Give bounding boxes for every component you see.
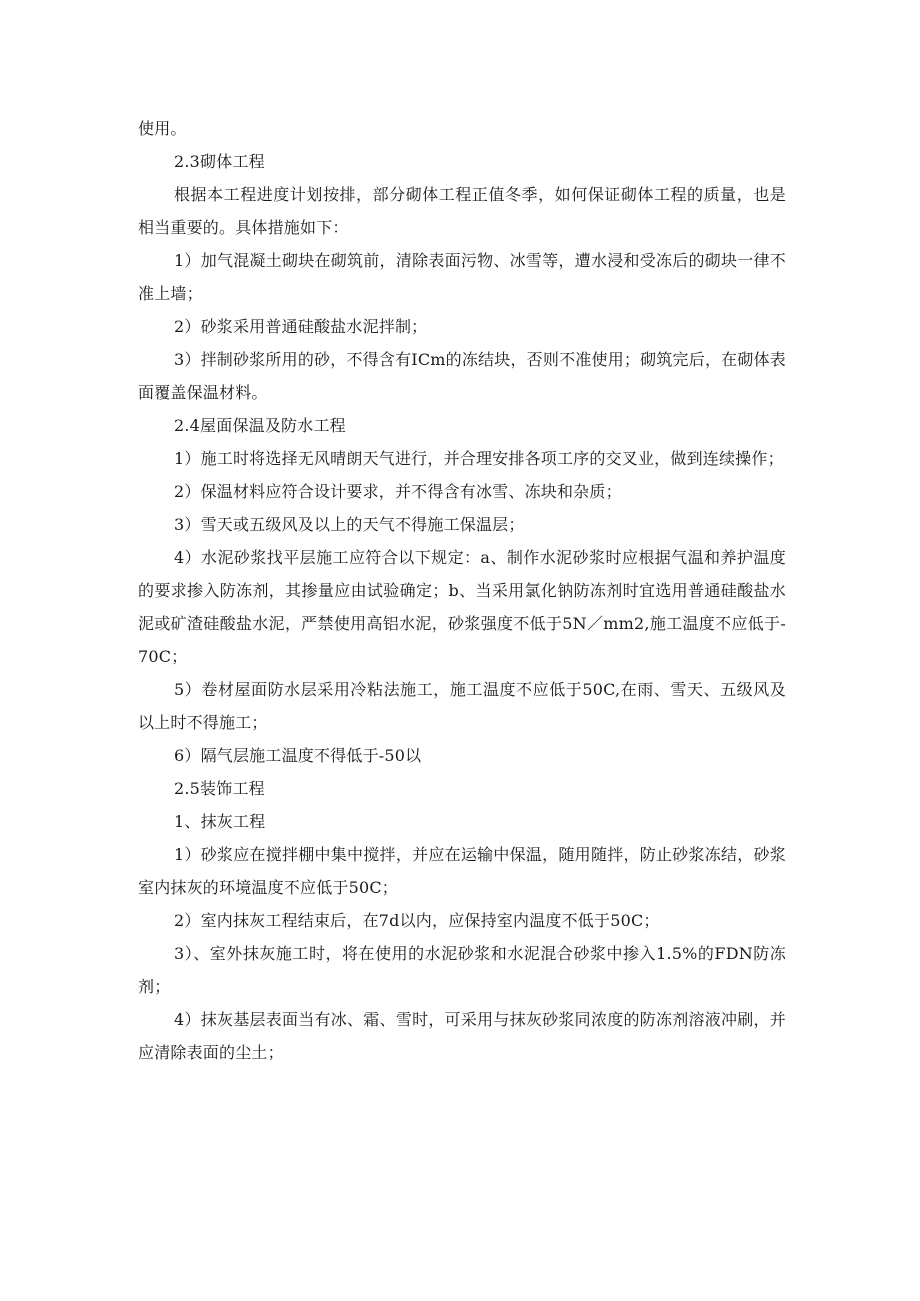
list-item-roof-2: 2）保温材料应符合设计要求，并不得含有冰雪、冻块和杂质； (174, 482, 622, 501)
subsection-heading-plastering: 1、抹灰工程 (174, 812, 266, 831)
list-item-plaster-2: 2）室内抹灰工程结束后，在7d以内，应保持室内温度不低于50C； (174, 911, 660, 930)
list-item-roof-1: 1）施工时将选择无风晴朗天气进行，并合理安排各项工序的交叉业，做到连续操作； (174, 449, 784, 468)
list-item-masonry-3: 3）拌制砂浆所用的砂，不得含有ICm的冻结块，否则不准使用；砌筑完后，在砌体表面覆盖保温材料。 (138, 350, 786, 402)
list-item-masonry-2: 2）砂浆采用普通硅酸盐水泥拌制； (174, 317, 428, 336)
section-heading-2-4: 2.4屋面保温及防水工程 (174, 416, 346, 435)
list-item-plaster-4: 4）抹灰基层表面当有冰、霜、雪时，可采用与抹灰砂浆同浓度的防冻剂溶液冲刷，并应清除表面的尘土； (138, 1010, 786, 1062)
section-heading-2-3: 2.3砌体工程 (174, 152, 265, 171)
paragraph-intro-masonry: 根据本工程进度计划按排，部分砌体工程正值冬季，如何保证砌体工程的质量，也是相当重要的。具体措施如下： (138, 185, 786, 237)
section-heading-2-5: 2.5装饰工程 (174, 779, 265, 798)
paragraph-continuation: 使用。 (138, 119, 187, 138)
document-body (138, 112, 786, 1069)
list-item-roof-4: 4）水泥砂浆找平层施工应符合以下规定：a、制作水泥砂浆时应根据气温和养护温度的要求掺入防冻剂，其掺量应由试验确定；b、当采用氯化钠防冻剂时宜选用普通硅酸盐水泥或矿渣硅酸盐水泥，严禁使用高铝水泥，砂浆强度不低于5N／mm2,施工温度不应低于-70C； (138, 548, 786, 666)
list-item-masonry-1: 1）加气混凝土砌块在砌筑前，清除表面污物、冰雪等，遭水浸和受冻后的砌块一律不准上墙； (138, 251, 786, 303)
list-item-roof-5: 5）卷材屋面防水层采用冷粘法施工，施工温度不应低于50C,在雨、雪天、五级风及以上时不得施工； (138, 680, 786, 732)
list-item-plaster-1: 1）砂浆应在搅拌棚中集中搅拌，并应在运输中保温，随用随拌，防止砂浆冻结，砂浆室内抹灰的环境温度不应低于50C； (138, 845, 786, 897)
list-item-roof-6: 6）隔气层施工温度不得低于-50以 (174, 746, 422, 765)
list-item-plaster-3: 3）、室外抹灰施工时，将在使用的水泥砂浆和水泥混合砂浆中掺入1.5%的FDN防冻剂； (138, 944, 786, 996)
list-item-roof-3: 3）雪天或五级风及以上的天气不得施工保温层； (174, 515, 525, 534)
